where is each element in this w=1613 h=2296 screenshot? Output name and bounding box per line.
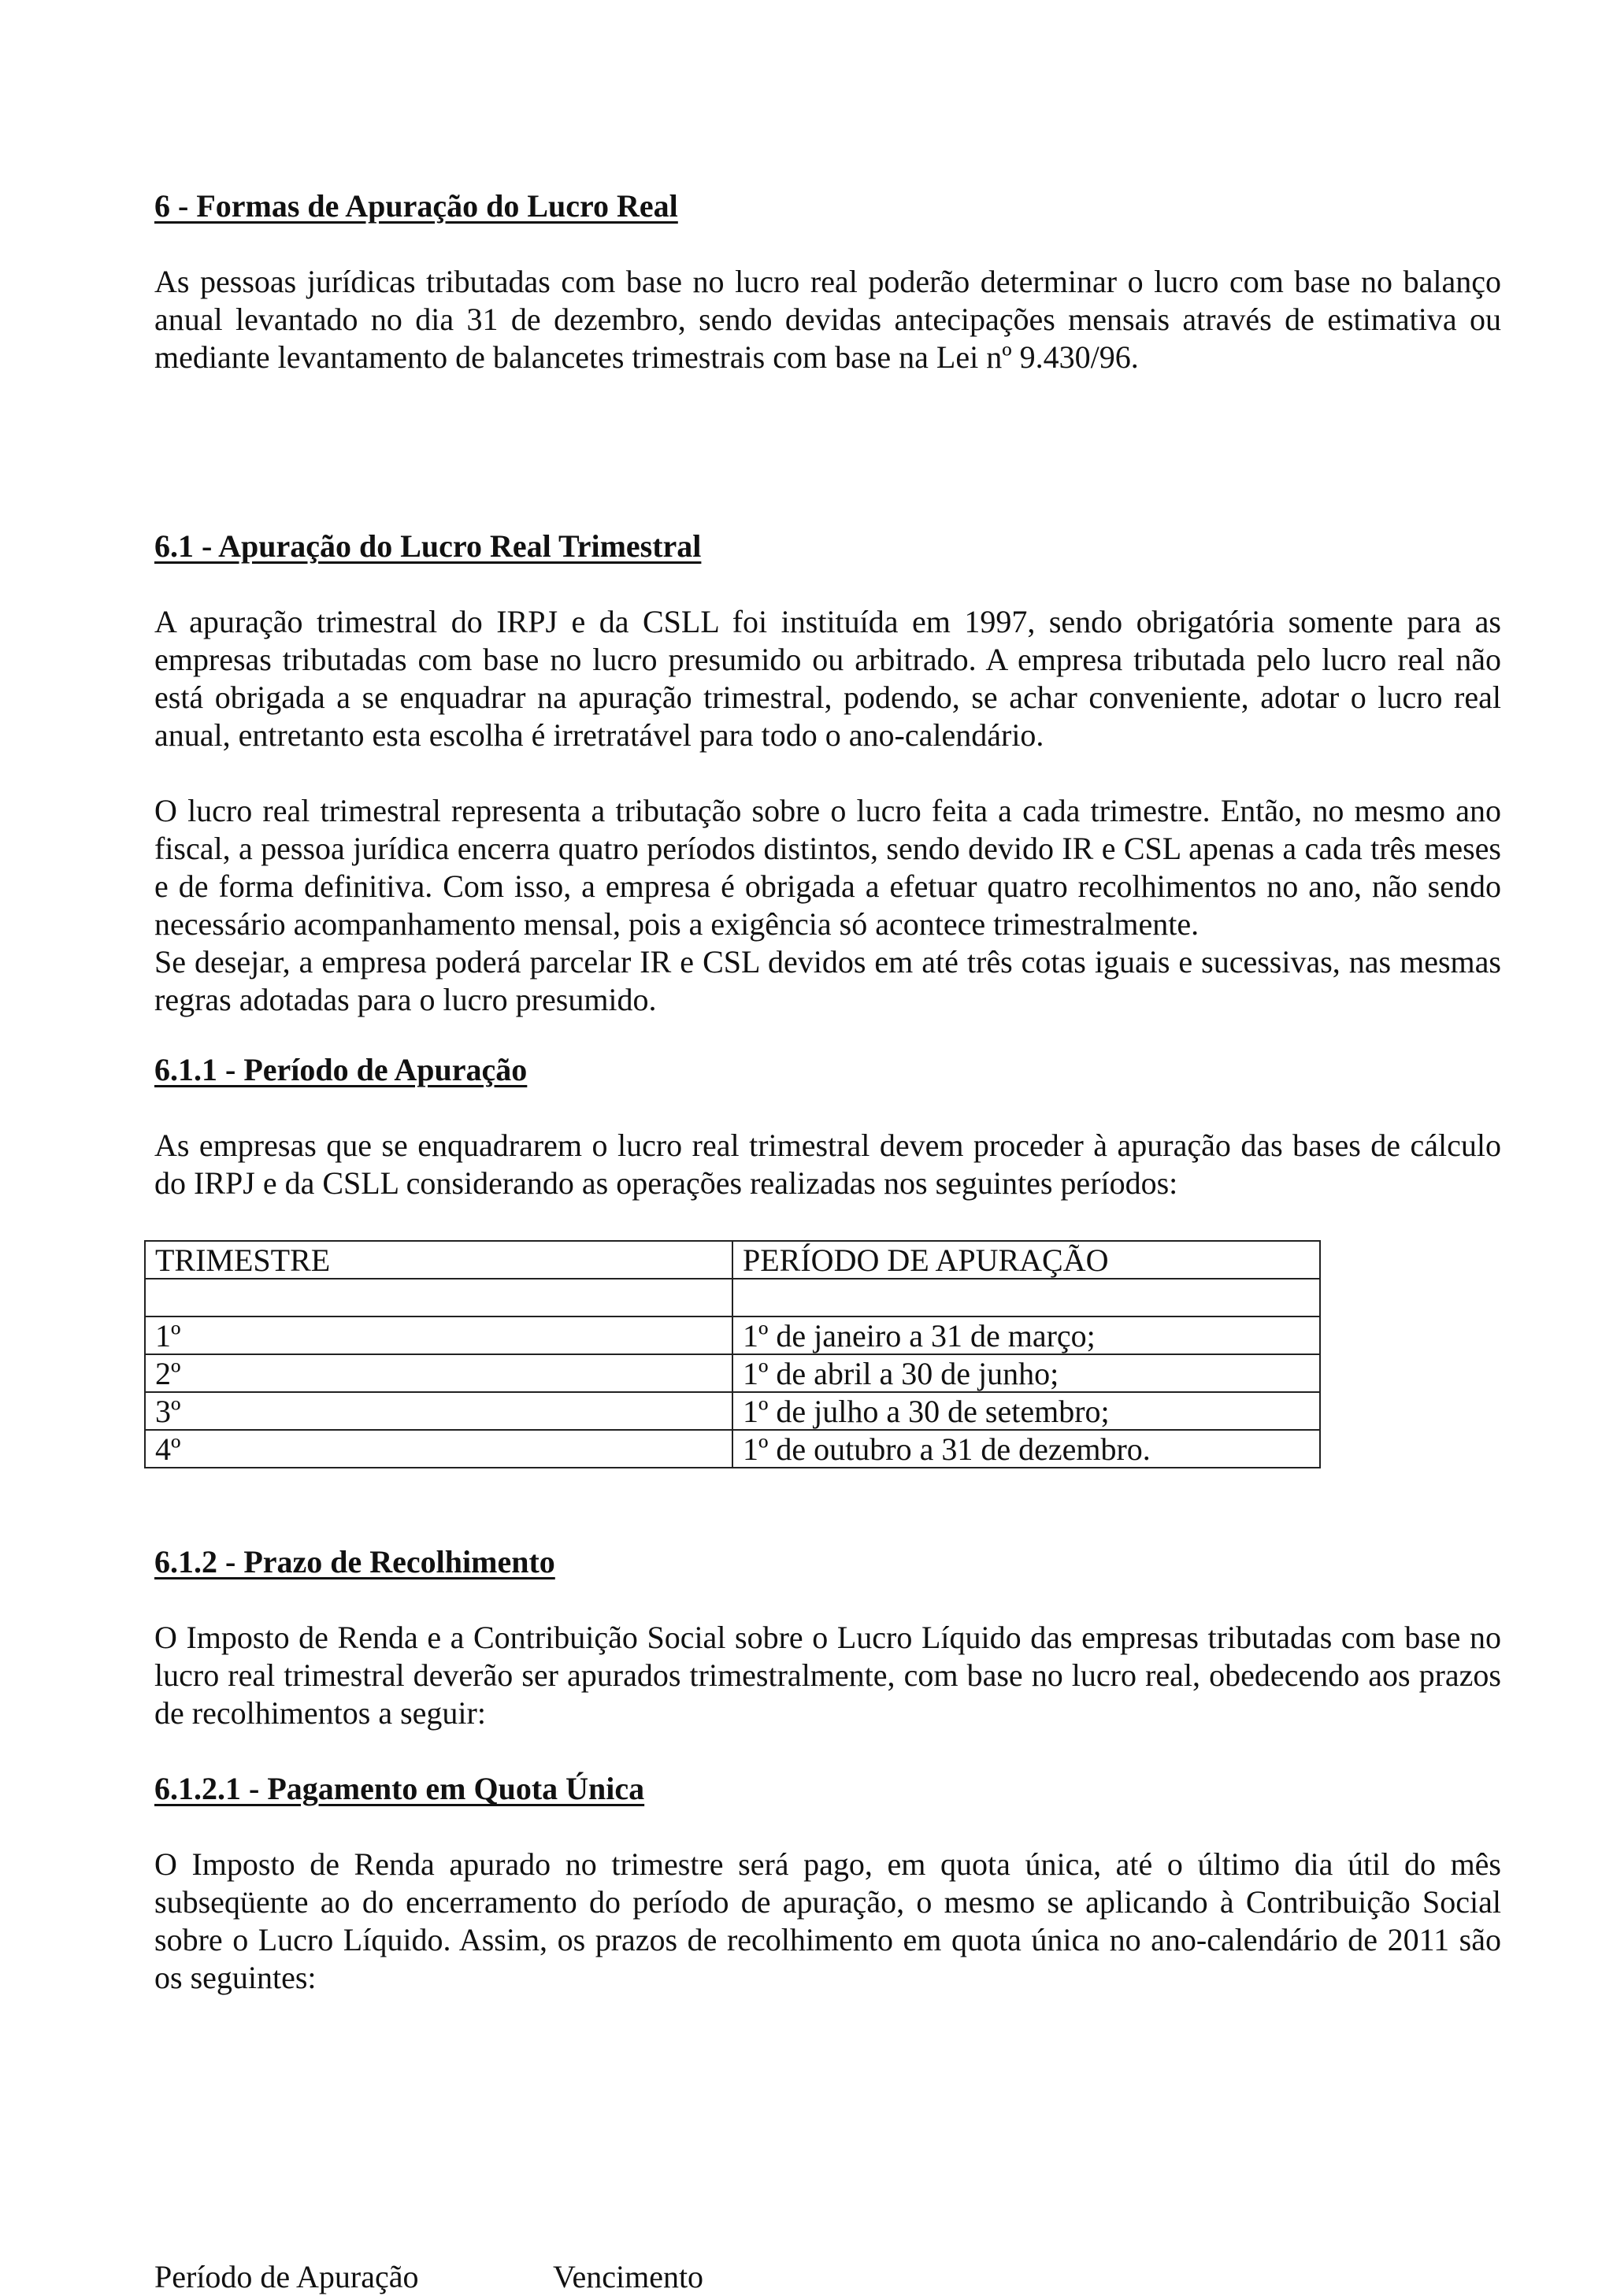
paragraph: O lucro real trimestral representa a tributação sobre o lucro feita a cada trimestre. Então, no mesmo ano fiscal, a pessoa jurídica encerra quatro períodos distintos, sendo devido IR e CSL apenas a cada três meses e de forma definitiva. Com isso, a empresa é obrigada a efetuar quatro recolhimentos no ano, não sendo necessário acompanhamento mensal, pois a exigência só acontece trimestralmente. xyxy=(154,793,1501,942)
section-heading: 6.1.1 - Período de Apuração xyxy=(154,1052,528,1087)
table-header-cell: PERÍODO DE APURAÇÃO xyxy=(732,1241,1320,1279)
section-6-1-2-1 xyxy=(154,1770,1501,1997)
section-heading: 6 - Formas de Apuração do Lucro Real xyxy=(154,188,678,224)
table-cell: 4º xyxy=(145,1430,732,1468)
table-cell xyxy=(732,1279,1320,1316)
table-header-cell: TRIMESTRE xyxy=(145,1241,732,1279)
table-row xyxy=(145,1392,1320,1430)
table-cell xyxy=(145,1279,732,1316)
section-6 xyxy=(154,187,1501,376)
vencimento-label: Vencimento xyxy=(553,2259,704,2294)
paragraph: As empresas que se enquadrarem o lucro real trimestral devem proceder à apuração das bases de cálculo do IRPJ e da CSLL considerando as operações realizadas nos seguintes períodos: xyxy=(154,1128,1501,1201)
paragraph: O Imposto de Renda e a Contribuição Social sobre o Lucro Líquido das empresas tributadas com base no lucro real trimestral deverão ser apurados trimestralmente, com base no lucro real, obedecendo aos prazos de recolhimentos a seguir: xyxy=(154,1620,1501,1731)
section-heading: 6.1.2.1 - Pagamento em Quota Única xyxy=(154,1771,645,1806)
table-cell: 1º de outubro a 31 de dezembro. xyxy=(732,1430,1320,1468)
paragraph: As pessoas jurídicas tributadas com base no lucro real poderão determinar o lucro com base no balanço anual levantado no dia 31 de dezembro, sendo devidas antecipações mensais através de estimativa ou mediante levantamento de balancetes trimestrais com base na Lei nº 9.430/96. xyxy=(154,264,1501,375)
section-heading: 6.1.2 - Prazo de Recolhimento xyxy=(154,1544,555,1579)
table-cell: 1º xyxy=(145,1316,732,1354)
table-cell: 1º de julho a 30 de setembro; xyxy=(732,1392,1320,1430)
section-6-1-1 xyxy=(154,1051,1501,1202)
table-cell: 3º xyxy=(145,1392,732,1430)
section-heading: 6.1 - Apuração do Lucro Real Trimestral xyxy=(154,528,702,564)
table-row xyxy=(145,1316,1320,1354)
section-6-1 xyxy=(154,528,1501,1019)
table-cell: 1º de janeiro a 31 de março; xyxy=(732,1316,1320,1354)
periodo-apuracao-label: Período de Apuração xyxy=(154,2259,419,2294)
section-6-1-2 xyxy=(154,1543,1501,1732)
table-header-row xyxy=(145,1241,1320,1279)
table-row xyxy=(145,1279,1320,1316)
table-cell: 1º de abril a 30 de junho; xyxy=(732,1354,1320,1392)
table-row xyxy=(145,1354,1320,1392)
trimestre-table xyxy=(144,1240,1321,1468)
paragraph: O Imposto de Renda apurado no trimestre será pago, em quota única, até o último dia útil do mês subseqüente ao do encerramento do período de apuração, o mesmo se aplicando à Contribuição Social sobre o Lucro Líquido. Assim, os prazos de recolhimento em quota única no ano-calendário de 2011 são os seguintes: xyxy=(154,1846,1501,1995)
table-row xyxy=(145,1430,1320,1468)
paragraph: Se desejar, a empresa poderá parcelar IR e CSL devidos em até três cotas iguais e sucessivas, nas mesmas regras adotadas para o lucro presumido. xyxy=(154,944,1501,1017)
periodos-header xyxy=(154,2258,703,2296)
table-cell: 2º xyxy=(145,1354,732,1392)
paragraph: A apuração trimestral do IRPJ e da CSLL foi instituída em 1997, sendo obrigatória somente para as empresas tributadas com base no lucro presumido ou arbitrado. A empresa tributada pelo lucro real não está obrigada a se enquadrar na apuração trimestral, podendo, se achar conveniente, adotar o lucro real anual, entretanto esta escolha é irretratável para todo o ano-calendário. xyxy=(154,604,1501,753)
